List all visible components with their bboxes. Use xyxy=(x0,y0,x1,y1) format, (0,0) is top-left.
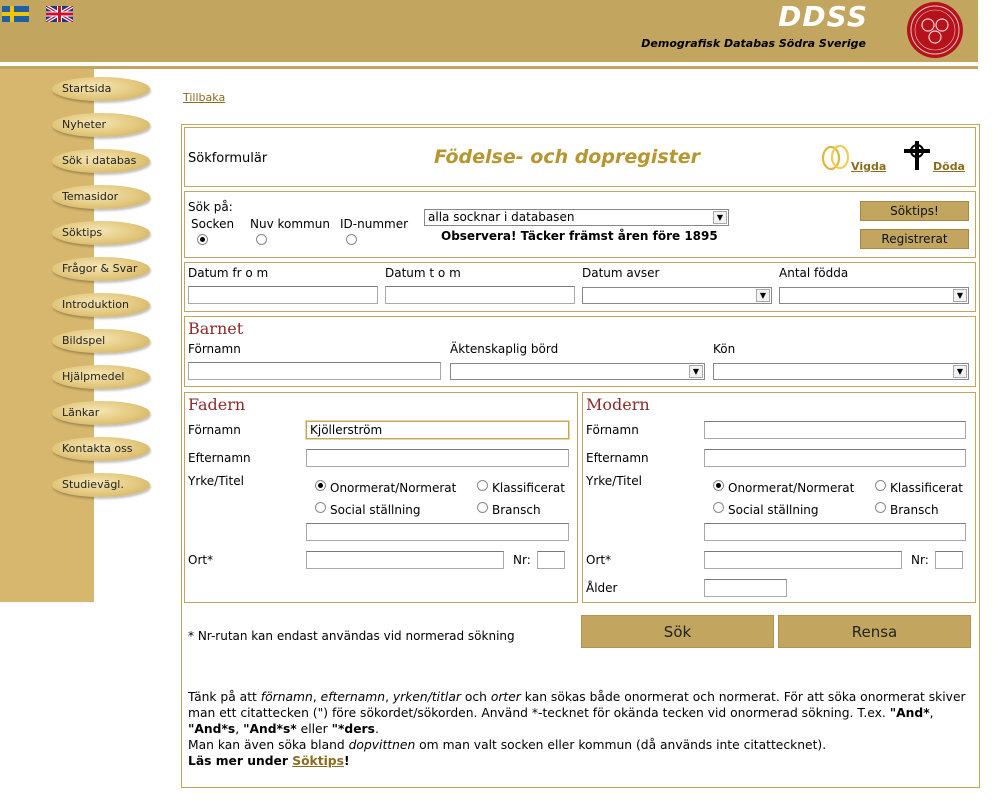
sidebar-item-label: Kontakta oss xyxy=(62,442,133,455)
parish-select-value: alla socknar i databasen xyxy=(428,210,575,224)
father-radio-bransch-label: Bransch xyxy=(492,503,541,517)
search-button[interactable]: Sök xyxy=(581,615,774,648)
mother-radio-onormerat[interactable] xyxy=(713,480,724,491)
father-place-input[interactable] xyxy=(306,551,504,569)
back-link[interactable]: Tillbaka xyxy=(183,91,226,104)
chevron-down-icon: ▼ xyxy=(953,289,967,302)
vigda-link[interactable]: Vigda xyxy=(851,160,887,173)
father-nr-input[interactable] xyxy=(537,551,565,569)
search-on-label: Sök på: xyxy=(188,200,233,214)
help-text: Tänk på att förnamn, efternamn, yrken/titlar och orter kan sökas både onormerat och normerat. För att söka onormerat skiver man ett citattecken (") före sökordet/sökorden. Använd *-tecknet för okända tecken vid onormerad sökning. T.ex. "And*, "And*s, "And*s* eller "*ders. Man kan även söka bland dopvittnen om man valt socken eller kommun (då används inte citattecknet). Läs mer under Söktips! xyxy=(188,690,966,768)
nr-footnote: * Nr-rutan kan endast användas vid normerad sökning xyxy=(188,629,515,643)
father-lastname-label: Efternamn xyxy=(188,451,251,465)
mother-place-input[interactable] xyxy=(704,551,902,569)
sidebar-item-label: Söktips xyxy=(62,226,103,239)
sidebar-item-hjalpmedel[interactable] xyxy=(52,365,150,389)
chevron-down-icon: ▼ xyxy=(953,365,967,378)
radio-socken-label: Socken xyxy=(191,217,235,231)
university-seal-icon xyxy=(906,1,964,59)
sidebar-item-startsida[interactable] xyxy=(52,77,150,101)
radio-kommun-label: Nuv kommun xyxy=(250,217,330,231)
mother-radio-bransch[interactable] xyxy=(875,502,886,513)
sidebar-item-label: Hjälpmedel xyxy=(62,370,125,383)
legitimacy-select[interactable] xyxy=(450,363,705,380)
birth-count-select[interactable] xyxy=(779,287,969,304)
child-firstname-label: Förnamn xyxy=(188,342,241,356)
sidebar-item-lankar[interactable] xyxy=(52,401,150,425)
father-occupation-label: Yrke/Titel xyxy=(188,474,244,488)
sidebar-item-studievagl[interactable] xyxy=(52,473,150,497)
radio-kommun[interactable] xyxy=(256,234,267,245)
father-radio-bransch[interactable] xyxy=(477,502,488,513)
mother-age-label: Ålder xyxy=(586,581,618,595)
sidebar-item-temasidor[interactable] xyxy=(52,185,150,209)
father-place-label: Ort* xyxy=(188,553,214,567)
sidebar-item-label: Temasidor xyxy=(62,190,119,203)
mother-occupation-label: Yrke/Titel xyxy=(586,474,642,488)
father-radio-klassificerat-label: Klassificerat xyxy=(492,481,565,495)
date-refers-label: Datum avser xyxy=(582,266,660,280)
sidebar-item-label: Sök i databas xyxy=(62,154,137,167)
sidebar-item-fragor-svar[interactable] xyxy=(52,257,150,281)
sex-label: Kön xyxy=(713,342,736,356)
mother-place-label: Ort* xyxy=(586,553,612,567)
child-heading: Barnet xyxy=(188,319,244,338)
birth-count-label: Antal födda xyxy=(779,266,849,280)
radio-id-label: ID-nummer xyxy=(340,217,409,231)
cross-icon[interactable] xyxy=(900,139,934,172)
sidebar-item-sok-i-databas[interactable] xyxy=(52,149,150,173)
father-radio-social[interactable] xyxy=(315,502,326,513)
mother-age-input[interactable] xyxy=(704,579,787,597)
swedish-flag-icon[interactable] xyxy=(2,6,29,22)
father-radio-social-label: Social ställning xyxy=(330,503,421,517)
mother-firstname-input[interactable] xyxy=(704,421,966,439)
header-bar xyxy=(0,0,978,62)
registered-button[interactable]: Registrerat xyxy=(860,229,969,249)
english-flag-icon[interactable] xyxy=(46,6,73,22)
radio-socken[interactable] xyxy=(197,234,208,245)
chevron-down-icon: ▼ xyxy=(713,211,727,224)
date-from-input[interactable] xyxy=(188,286,378,304)
mother-lastname-label: Efternamn xyxy=(586,451,649,465)
parish-select[interactable] xyxy=(424,209,729,226)
sidebar-item-bildspel[interactable] xyxy=(52,329,150,353)
search-tips-button[interactable]: Söktips! xyxy=(860,201,969,221)
mother-lastname-input[interactable] xyxy=(704,449,966,467)
date-to-label: Datum t o m xyxy=(385,266,461,280)
sidebar-item-label: Introduktion xyxy=(62,298,129,311)
date-to-input[interactable] xyxy=(385,286,575,304)
mother-radio-social-label: Social ställning xyxy=(728,503,819,517)
doda-link[interactable]: Döda xyxy=(933,160,965,173)
sex-select[interactable] xyxy=(713,363,969,380)
date-from-label: Datum fr o m xyxy=(188,266,269,280)
coverage-notice: Observera! Täcker främst åren före 1895 xyxy=(441,229,718,243)
sidebar-item-label: Länkar xyxy=(62,406,100,419)
mother-radio-social[interactable] xyxy=(713,502,724,513)
father-radio-onormerat[interactable] xyxy=(315,480,326,491)
rings-icon[interactable] xyxy=(820,143,852,171)
chevron-down-icon: ▼ xyxy=(689,365,703,378)
radio-id-nummer[interactable] xyxy=(346,234,357,245)
father-firstname-input[interactable]: Kjöllerström xyxy=(306,421,569,439)
site-subtitle: Demografisk Databas Södra Sverige xyxy=(641,37,866,50)
mother-firstname-label: Förnamn xyxy=(586,423,639,437)
sidebar-item-label: Studievägl. xyxy=(62,478,124,491)
site-title: DDSS xyxy=(778,0,868,33)
father-nr-label: Nr: xyxy=(513,553,531,567)
soktips-link[interactable]: Söktips xyxy=(292,754,344,768)
mother-radio-klassificerat[interactable] xyxy=(875,480,886,491)
sidebar-item-label: Frågor & Svar xyxy=(62,262,138,275)
father-radio-klassificerat[interactable] xyxy=(477,480,488,491)
mother-occupation-input[interactable] xyxy=(704,523,966,541)
sidebar-item-label: Nyheter xyxy=(62,118,107,131)
mother-heading: Modern xyxy=(586,395,650,414)
sidebar-item-kontakta-oss[interactable] xyxy=(52,437,150,461)
father-firstname-label: Förnamn xyxy=(188,423,241,437)
mother-nr-input[interactable] xyxy=(935,551,963,569)
father-occupation-input[interactable] xyxy=(306,523,569,541)
sidebar-item-introduktion[interactable] xyxy=(52,293,150,317)
date-refers-select[interactable] xyxy=(582,287,772,304)
father-heading: Fadern xyxy=(188,395,246,414)
mother-radio-onormerat-label: Onormerat/Normerat xyxy=(728,481,855,495)
child-firstname-input[interactable] xyxy=(188,362,441,380)
mother-radio-klassificerat-label: Klassificerat xyxy=(890,481,963,495)
father-lastname-input[interactable] xyxy=(306,449,569,467)
father-radio-onormerat-label: Onormerat/Normerat xyxy=(330,481,457,495)
mother-nr-label: Nr: xyxy=(911,553,929,567)
sidebar-item-label: Bildspel xyxy=(62,334,106,347)
mother-radio-bransch-label: Bransch xyxy=(890,503,939,517)
legitimacy-label: Äktenskaplig börd xyxy=(450,342,559,356)
sidebar-item-label: Startsida xyxy=(62,82,112,95)
chevron-down-icon: ▼ xyxy=(756,289,770,302)
sidebar-item-nyheter[interactable] xyxy=(52,113,150,137)
sidebar-item-soktips[interactable] xyxy=(52,221,150,245)
form-label: Sökformulär xyxy=(188,151,268,166)
clear-button[interactable]: Rensa xyxy=(778,615,971,648)
page-title: Födelse- och dopregister xyxy=(434,146,700,168)
